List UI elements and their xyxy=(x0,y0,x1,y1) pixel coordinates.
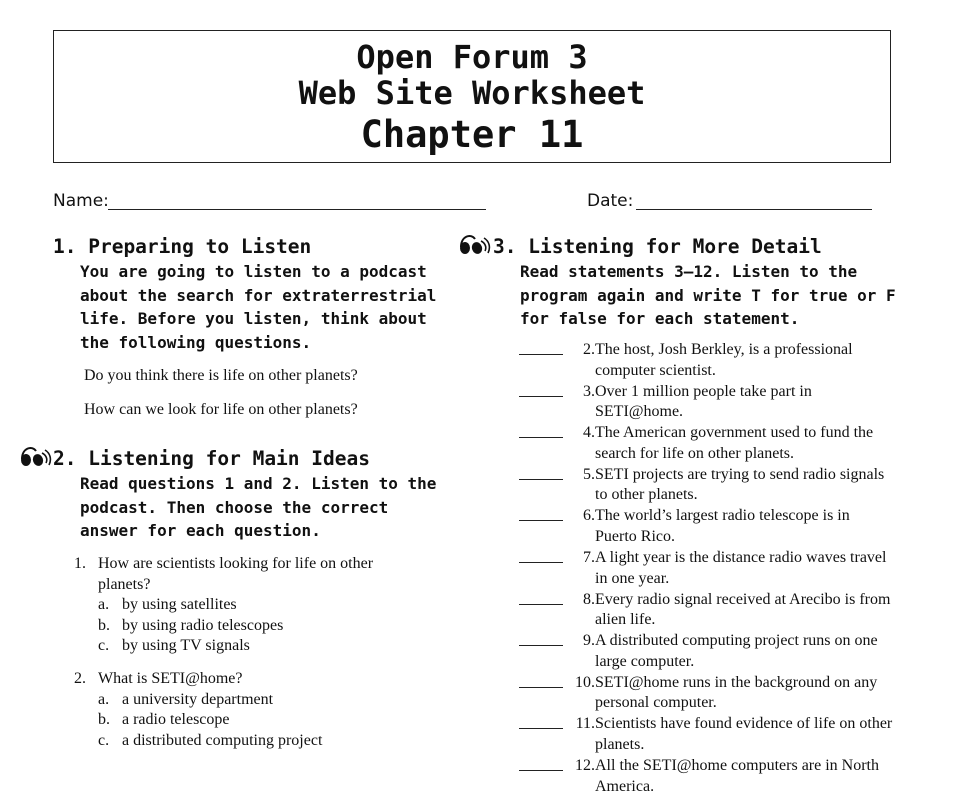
headphones-icon xyxy=(457,231,491,257)
statement-number: 11. xyxy=(575,715,595,733)
option-letter: a. xyxy=(98,691,110,708)
option-text: by using TV signals xyxy=(122,637,250,654)
section-1-heading: 1. Preparing to Listen xyxy=(53,235,312,258)
statement-text: The world’s largest radio telescope is in Puerto Rico. xyxy=(595,507,850,545)
mc-question-number: 1. xyxy=(74,555,86,572)
answer-blank[interactable] xyxy=(519,396,563,397)
section-2-heading: 2. Listening for Main Ideas xyxy=(53,447,370,470)
statement-text: SETI@home runs in the background on any personal computer. xyxy=(595,673,878,712)
statement-text: All the SETI@home computers are in North America. xyxy=(595,757,879,795)
option-text: by using radio telescopes xyxy=(122,617,284,634)
statement-text: Over 1 million people take part in SETI@home. xyxy=(595,382,812,421)
statement-row xyxy=(519,506,899,548)
date-label: Date: xyxy=(587,191,634,211)
option-letter: b. xyxy=(98,617,110,634)
statement-number: 7. xyxy=(583,549,595,566)
option-letter: a. xyxy=(98,596,110,613)
statement-text: Every radio signal received at Arecibo is from alien life. xyxy=(595,590,891,629)
statement-row xyxy=(519,423,899,465)
mc-option[interactable] xyxy=(98,710,398,731)
statement-number: 5. xyxy=(583,465,595,483)
answer-blank[interactable] xyxy=(519,728,563,729)
statement-row xyxy=(519,631,899,673)
statement-number: 10. xyxy=(575,673,595,691)
statement-number: 9. xyxy=(583,632,595,650)
mc-question-2 xyxy=(74,669,434,753)
statement-number: 12. xyxy=(575,757,595,774)
option-letter: c. xyxy=(98,732,110,749)
mc-option[interactable] xyxy=(98,690,398,711)
statement-row xyxy=(519,714,899,756)
option-text: by using satellites xyxy=(122,596,237,613)
mc-question-text: How are scientists looking for life on other planets? xyxy=(98,555,374,593)
answer-blank[interactable] xyxy=(519,770,563,771)
answer-blank[interactable] xyxy=(519,479,563,480)
title-line-1: Open Forum 3 xyxy=(356,38,588,76)
section-1-question-1: Do you think there is life on other planets? xyxy=(84,367,358,384)
headphones-icon xyxy=(18,443,52,469)
option-text: a radio telescope xyxy=(122,711,230,728)
answer-blank[interactable] xyxy=(519,520,563,521)
mc-option[interactable] xyxy=(98,636,398,657)
section-1-instructions: You are going to listen to a podcast about the search for extraterrestrial life. Before you listen, think about the following questions. xyxy=(80,262,437,352)
statement-row xyxy=(519,756,899,798)
section-3-heading: 3. Listening for More Detail xyxy=(493,235,822,258)
answer-blank[interactable] xyxy=(519,604,563,605)
statement-text: Scientists have found evidence of life on other planets. xyxy=(595,715,893,753)
option-text: a distributed computing project xyxy=(122,732,323,749)
mc-option[interactable] xyxy=(98,731,398,752)
answer-blank[interactable] xyxy=(519,687,563,688)
title-box xyxy=(53,30,891,163)
statement-number: 6. xyxy=(583,507,595,525)
answer-blank[interactable] xyxy=(519,437,563,438)
statement-text: A distributed computing project runs on one large computer. xyxy=(595,632,878,670)
statement-number: 3. xyxy=(583,382,595,400)
mc-question-1 xyxy=(74,554,434,658)
section-3-instructions: Read statements 3–12. Listen to the program again and write T for true or F for false for each statement. xyxy=(520,262,896,328)
section-1-question-2: How can we look for life on other planets? xyxy=(84,401,358,418)
option-letter: c. xyxy=(98,637,110,654)
section-2-instructions: Read questions 1 and 2. Listen to the podcast. Then choose the correct answer for each question. xyxy=(80,474,437,540)
answer-blank[interactable] xyxy=(519,645,563,646)
statement-text: A light year is the distance radio waves travel in one year. xyxy=(595,549,887,587)
mc-question-number: 2. xyxy=(74,670,86,687)
name-label: Name: xyxy=(53,191,109,211)
title-line-2: Web Site Worksheet xyxy=(298,74,646,112)
statement-number: 4. xyxy=(583,424,595,442)
mc-option[interactable] xyxy=(98,595,398,616)
statement-row xyxy=(519,340,899,382)
statement-row xyxy=(519,673,899,715)
statement-text: SETI projects are trying to send radio signals to other planets. xyxy=(595,465,885,504)
title-line-3: Chapter 11 xyxy=(360,113,584,156)
statement-row xyxy=(519,590,899,632)
statement-row xyxy=(519,548,899,590)
date-field[interactable] xyxy=(636,209,872,210)
statement-row xyxy=(519,465,899,507)
statement-text: The host, Josh Berkley, is a professional computer scientist. xyxy=(595,341,853,379)
answer-blank[interactable] xyxy=(519,354,563,355)
answer-blank[interactable] xyxy=(519,562,563,563)
statement-text: The American government used to fund the search for life on other planets. xyxy=(595,424,874,462)
option-letter: b. xyxy=(98,711,110,728)
mc-question-text: What is SETI@home? xyxy=(98,670,243,687)
option-text: a university department xyxy=(122,691,274,708)
statement-row xyxy=(519,382,899,424)
statement-number: 2. xyxy=(583,341,595,358)
name-field[interactable] xyxy=(108,209,486,210)
statement-number: 8. xyxy=(583,590,595,608)
mc-option[interactable] xyxy=(98,616,398,637)
